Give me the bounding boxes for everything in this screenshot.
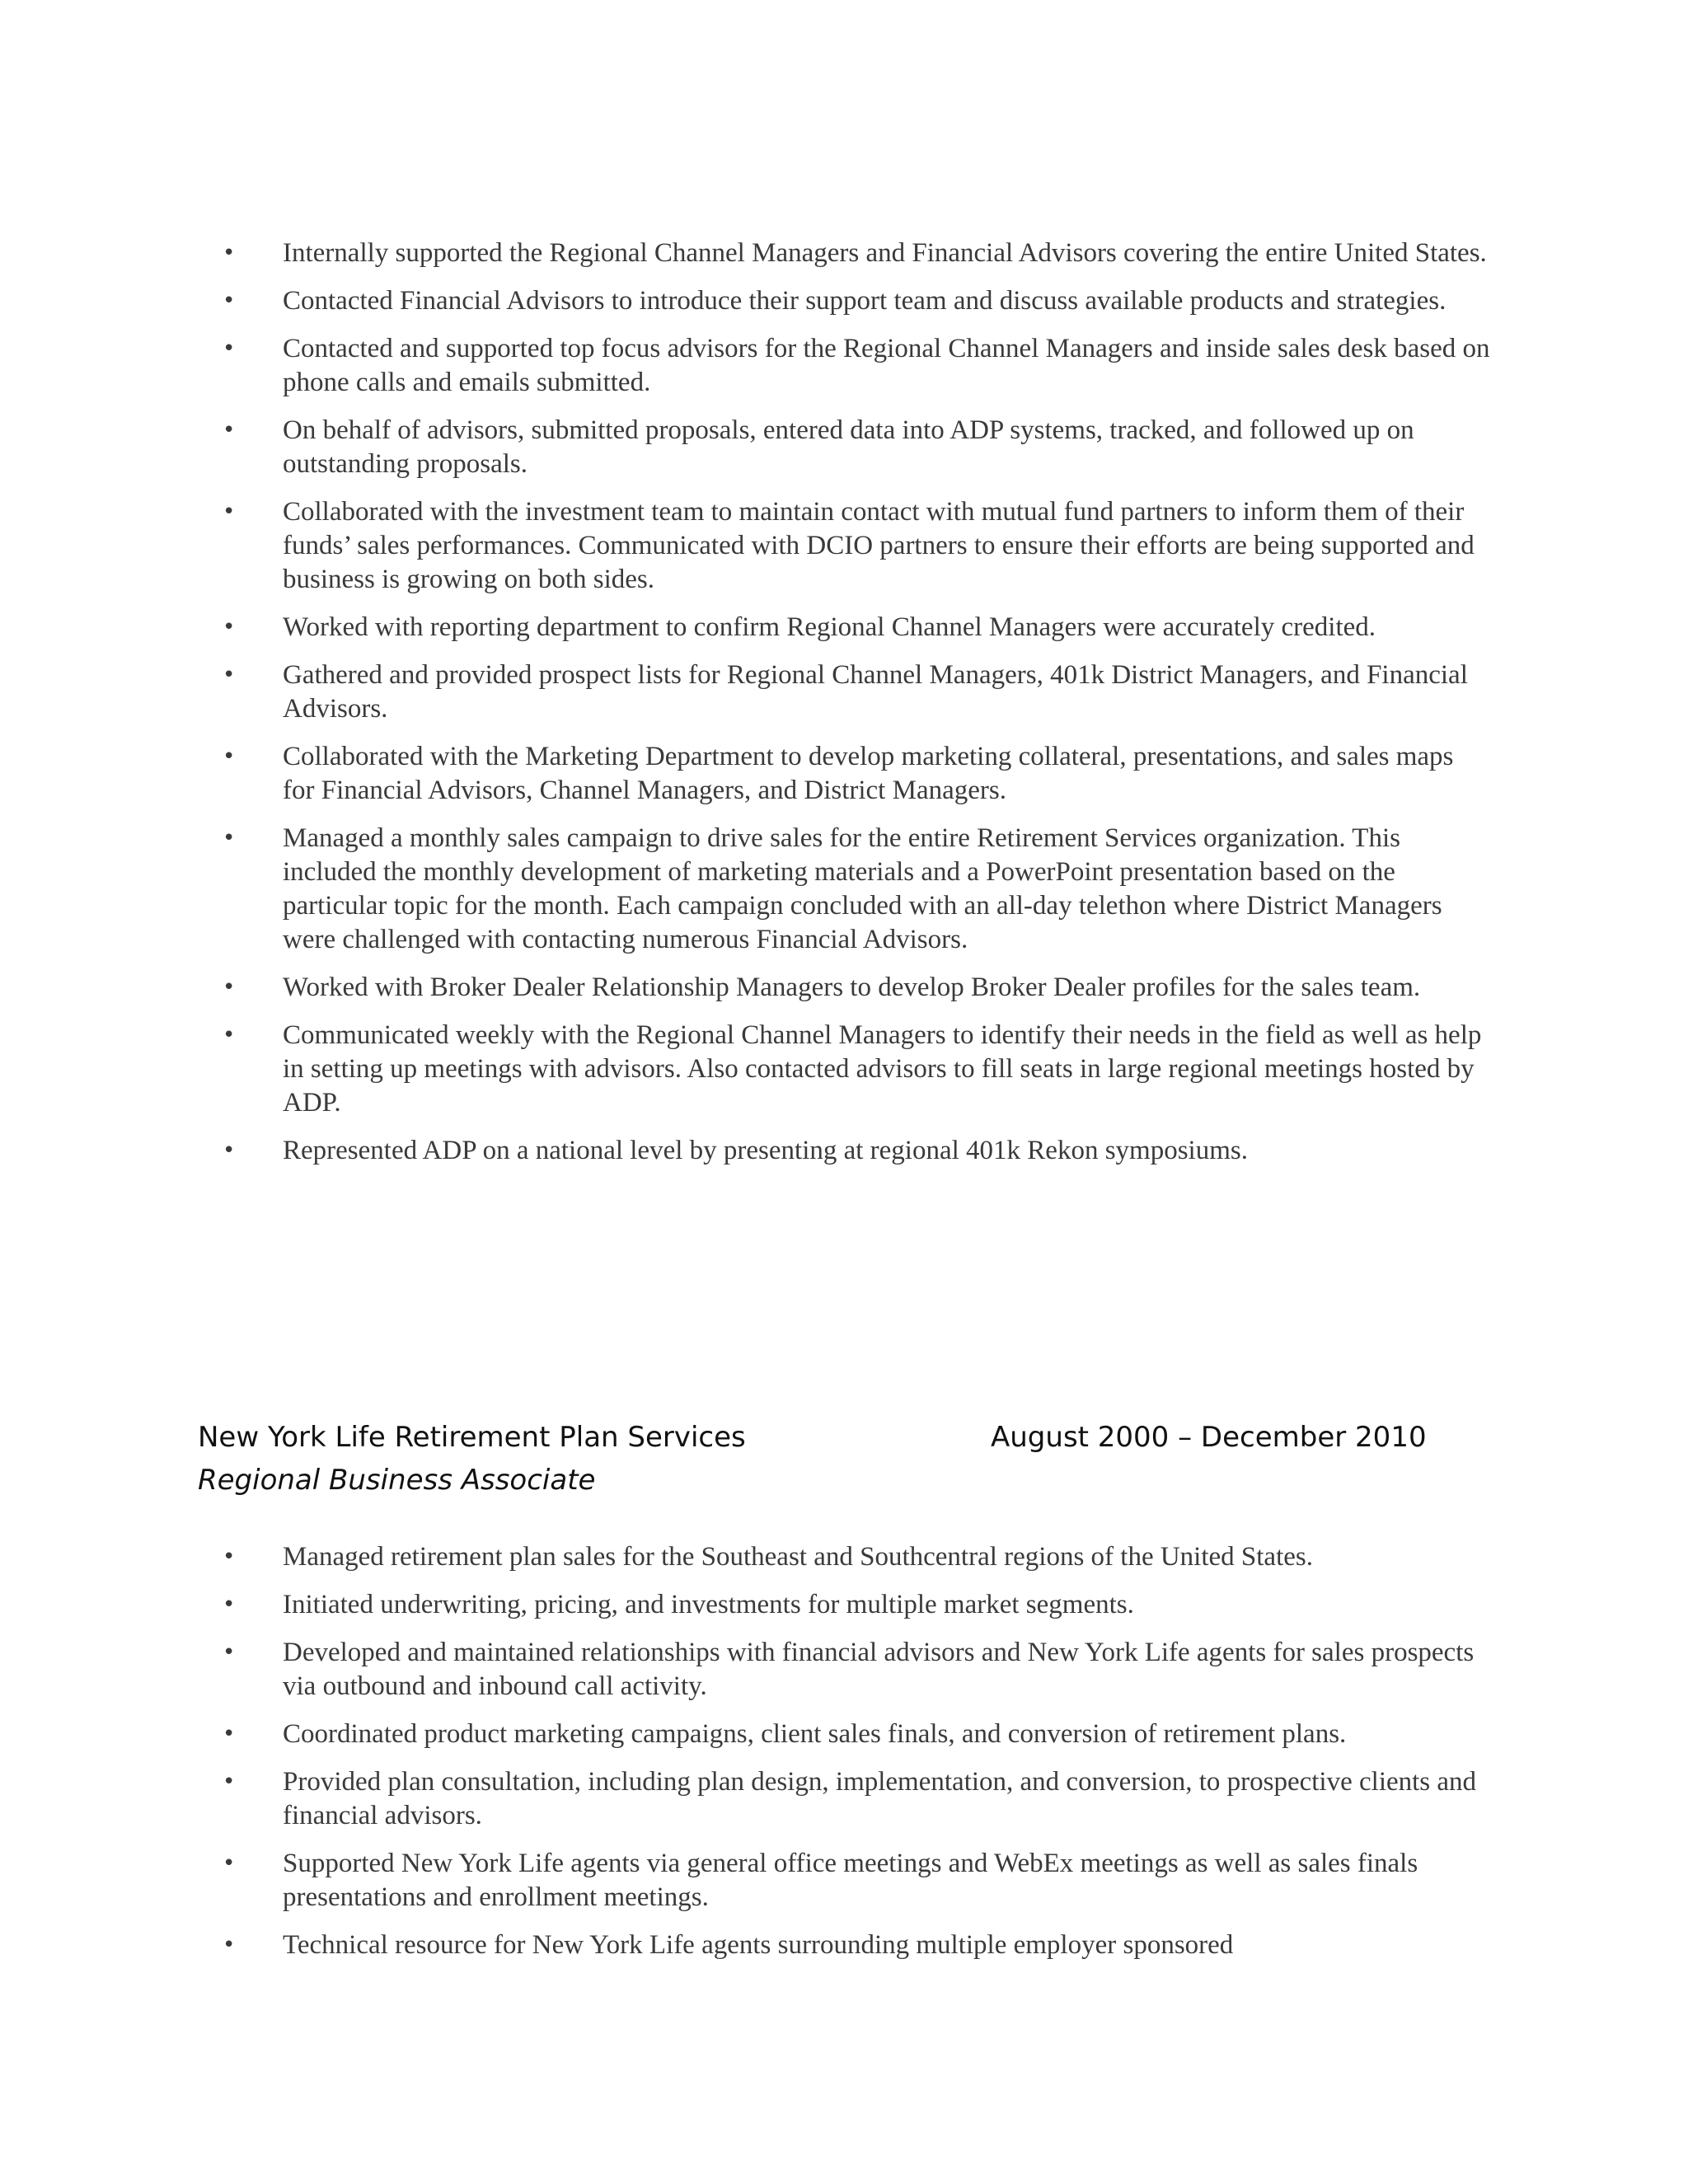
bullet-icon: • [223, 418, 236, 443]
bullet-icon: • [223, 615, 236, 640]
bullet-icon: • [223, 1023, 236, 1047]
list-item [223, 1847, 1492, 1915]
bullet-text: Coordinated product marketing campaigns, client sales finals, and conversion of retirement plans. [283, 1719, 1347, 1749]
bullet-icon: • [223, 1769, 236, 1794]
bullet-icon: • [223, 744, 236, 769]
list-item [223, 1636, 1492, 1704]
list-item [223, 414, 1492, 481]
list-item [223, 332, 1492, 400]
list-item [223, 1588, 1492, 1622]
bullet-text: Communicated weekly with the Regional Channel Managers to identify their needs in the field as well as help in setting up meetings with advisors. Also contacted advisors to fill seats in large regional meetings hosted by ADP. [283, 1020, 1482, 1118]
bullet-icon: • [223, 1544, 236, 1569]
list-item [223, 495, 1492, 597]
bullet-text: Internally supported the Regional Channel Managers and Financial Advisors covering the entire United States. [283, 238, 1487, 268]
bullet-icon: • [223, 499, 236, 524]
list-item [223, 1765, 1492, 1833]
list-item [223, 1540, 1492, 1574]
list-item [223, 740, 1492, 808]
bullet-icon: • [223, 1933, 236, 1957]
bullet-text: On behalf of advisors, submitted proposals, entered data into ADP systems, tracked, and followed up on outstanding proposals. [283, 415, 1414, 479]
bullet-text: Gathered and provided prospect lists for Regional Channel Managers, 401k District Managers, and Financial Advisors. [283, 660, 1468, 724]
nyl-responsibilities-list [223, 1540, 1492, 1976]
bullet-text: Initiated underwriting, pricing, and investments for multiple market segments. [283, 1590, 1134, 1619]
employment-dates: August 2000 – December 2010 [991, 1421, 1427, 1454]
bullet-text: Managed retirement plan sales for the Southeast and Southcentral regions of the United States. [283, 1542, 1313, 1572]
bullet-text: Contacted Financial Advisors to introduce their support team and discuss available products and strategies. [283, 286, 1447, 316]
list-item [223, 1019, 1492, 1120]
bullet-icon: • [223, 288, 236, 313]
bullet-icon: • [223, 1722, 236, 1746]
bullet-icon: • [223, 1640, 236, 1665]
company-name: New York Life Retirement Plan Services [198, 1421, 746, 1454]
bullet-icon: • [223, 241, 236, 265]
bullet-icon: • [223, 1138, 236, 1163]
bullet-icon: • [223, 1592, 236, 1617]
bullet-text: Collaborated with the investment team to maintain contact with mutual fund partners to inform them of their funds’ sales performances. Communicated with DCIO partners to ensure their efforts are being supported and business is growing on both sides. [283, 497, 1475, 594]
list-item [223, 1134, 1492, 1168]
list-item [223, 1718, 1492, 1751]
bullet-text: Technical resource for New York Life agents surrounding multiple employer sponsored [283, 1930, 1234, 1960]
bullet-icon: • [223, 826, 236, 851]
bullet-text: Developed and maintained relationships with financial advisors and New York Life agents for sales prospects via outbound and inbound call activity. [283, 1638, 1475, 1701]
job-title: Regional Business Associate [198, 1464, 596, 1497]
list-item [223, 284, 1492, 318]
bullet-text: Collaborated with the Marketing Department to develop marketing collateral, presentations, and sales maps for Financial Advisors, Channel Managers, and District Managers. [283, 742, 1454, 805]
list-item [223, 1929, 1492, 1962]
bullet-icon: • [223, 336, 236, 361]
bullet-text: Represented ADP on a national level by presenting at regional 401k Rekon symposiums. [283, 1136, 1248, 1165]
bullet-text: Worked with Broker Dealer Relationship Managers to develop Broker Dealer profiles for the sales team. [283, 972, 1421, 1002]
bullet-text: Supported New York Life agents via general office meetings and WebEx meetings as well as sales finals presentations and enrollment meetings. [283, 1849, 1418, 1912]
list-item [223, 237, 1492, 270]
list-item [223, 611, 1492, 644]
bullet-text: Worked with reporting department to confirm Regional Channel Managers were accurately credited. [283, 612, 1376, 642]
adp-responsibilities-list [223, 237, 1492, 1182]
bullet-icon: • [223, 975, 236, 1000]
list-item [223, 822, 1492, 957]
list-item [223, 658, 1492, 726]
bullet-text: Managed a monthly sales campaign to drive sales for the entire Retirement Services organization. This included the monthly development of marketing materials and a PowerPoint presentation based on the particular topic for the month. Each campaign concluded with an all-day telethon where District Managers were challenged with contacting numerous Financial Advisors. [283, 823, 1442, 954]
bullet-icon: • [223, 1851, 236, 1876]
bullet-text: Contacted and supported top focus advisors for the Regional Channel Managers and inside sales desk based on phone calls and emails submitted. [283, 334, 1490, 397]
bullet-text: Provided plan consultation, including plan design, implementation, and conversion, to prospective clients and financial advisors. [283, 1767, 1477, 1830]
list-item [223, 971, 1492, 1005]
bullet-icon: • [223, 663, 236, 687]
